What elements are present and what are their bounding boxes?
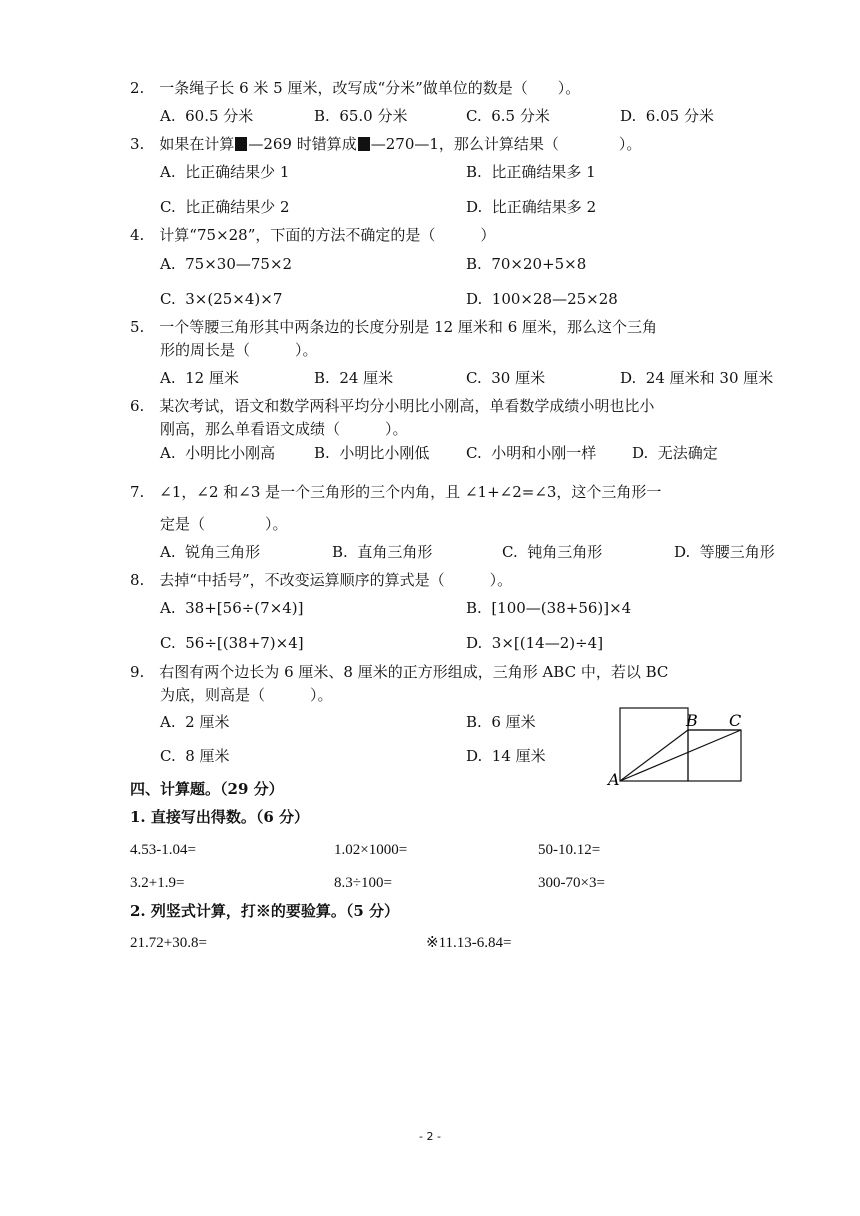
q5-option-a: A. 12 厘米	[160, 369, 239, 387]
q3-stem-post: —270—1，那么计算结果（ ）。	[370, 135, 642, 153]
label-c: C	[729, 711, 742, 730]
q5-stem-line2: 形的周长是（ ）。	[160, 341, 318, 359]
part-1-title: 1. 直接写出得数。（6 分）	[130, 808, 310, 826]
q2-stem: 2. 一条绳子长 6 米 5 厘米，改写成“分米”做单位的数是（ ）。	[130, 79, 581, 97]
segment-ab	[620, 730, 688, 781]
q4-option-a: A. 75×30—75×2	[160, 255, 293, 273]
q5-stem-line1: 5. 一个等腰三角形其中两条边的长度分别是 12 厘米和 6 厘米，那么这个三角	[130, 318, 658, 336]
q3-stem	[130, 134, 641, 154]
q3-stem-mid: —269 时错算成	[248, 135, 357, 153]
q6-option-c: C. 小明和小刚一样	[466, 444, 597, 462]
q2-option-a: A. 60.5 分米	[160, 107, 254, 125]
q6-option-b: B. 小明比小刚低	[314, 444, 430, 462]
vertical-calc-item: ※11.13-6.84=	[426, 935, 512, 951]
q5-option-b: B. 24 厘米	[314, 369, 394, 387]
segment-ac	[620, 730, 741, 781]
q7-stem-line2: 定是（ ）。	[160, 515, 288, 533]
q6-option-a: A. 小明比小刚高	[160, 444, 276, 462]
q7-option-b: B. 直角三角形	[332, 543, 433, 561]
calc-item: 8.3÷100=	[334, 875, 392, 891]
q3-option-c: C. 比正确结果少 2	[160, 198, 290, 216]
small-square	[688, 730, 741, 781]
q9-option-c: C. 8 厘米	[160, 747, 230, 765]
q6-option-d: D. 无法确定	[632, 444, 718, 462]
q5-option-c: C. 30 厘米	[466, 369, 546, 387]
q8-option-c: C. 56÷[(38+7)×4]	[160, 634, 304, 652]
q2-option-b: B. 65.0 分米	[314, 107, 408, 125]
q4-stem: 4. 计算“75×28”，下面的方法不确定的是（ ）	[130, 226, 496, 244]
q4-option-c: C. 3×(25×4)×7	[160, 290, 283, 308]
section-4-title: 四、计算题。（29 分）	[130, 780, 284, 798]
label-a: A	[608, 770, 620, 789]
large-square	[620, 708, 688, 781]
label-b: B	[686, 711, 698, 730]
q8-option-a: A. 38+[56÷(7×4)]	[160, 599, 304, 617]
q7-option-d: D. 等腰三角形	[674, 543, 775, 561]
q4-option-d: D. 100×28—25×28	[466, 290, 618, 308]
page-number: - 2 -	[419, 1130, 441, 1143]
q9-squares-figure	[604, 705, 748, 789]
part-2-title: 2. 列竖式计算，打※的要验算。（5 分）	[130, 902, 400, 920]
vertical-calc-item: 21.72+30.8=	[130, 935, 207, 951]
q3-stem-pre: 如果在计算	[159, 135, 235, 153]
calc-item: 50-10.12=	[538, 842, 601, 858]
q2-option-d: D. 6.05 分米	[620, 107, 714, 125]
q9-option-b: B. 6 厘米	[466, 713, 536, 731]
q2-option-c: C. 6.5 分米	[466, 107, 550, 125]
q8-stem: 8. 去掉“中括号”，不改变运算顺序的算式是（ ）。	[130, 571, 513, 589]
q4-option-b: B. 70×20+5×8	[466, 255, 587, 273]
q6-stem-line1: 6. 某次考试，语文和数学两科平均分小明比小刚高，单看数学成绩小明也比小	[130, 397, 655, 415]
q8-option-d: D. 3×[(14—2)÷4]	[466, 634, 604, 652]
q9-stem-line2: 为底，则高是（ ）。	[160, 686, 333, 704]
q8-option-b: B. [100—(38+56)]×4	[466, 599, 632, 617]
q9-option-a: A. 2 厘米	[160, 713, 230, 731]
q5-option-d: D. 24 厘米和 30 厘米	[620, 369, 774, 387]
q3-number: 3.	[130, 135, 145, 153]
calc-item: 300-70×3=	[538, 875, 605, 891]
blank-box-icon	[358, 137, 370, 151]
q3-option-b: B. 比正确结果多 1	[466, 163, 596, 181]
q3-option-d: D. 比正确结果多 2	[466, 198, 597, 216]
q9-stem-line1: 9. 右图有两个边长为 6 厘米、8 厘米的正方形组成，三角形 ABC 中，若以 BC	[130, 663, 669, 681]
calc-item: 1.02×1000=	[334, 842, 408, 858]
q9-option-d: D. 14 厘米	[466, 747, 546, 765]
q3-option-a: A. 比正确结果少 1	[160, 163, 290, 181]
blank-box-icon	[235, 137, 247, 151]
q6-stem-line2: 刚高，那么单看语文成绩（ ）。	[160, 420, 408, 438]
q7-option-a: A. 锐角三角形	[160, 543, 261, 561]
calc-item: 3.2+1.9=	[130, 875, 185, 891]
calc-item: 4.53-1.04=	[130, 842, 196, 858]
q7-stem-line1: 7. ∠1，∠2 和∠3 是一个三角形的三个内角，且 ∠1+∠2=∠3，这个三角形一	[130, 483, 662, 501]
q7-option-c: C. 钝角三角形	[502, 543, 603, 561]
